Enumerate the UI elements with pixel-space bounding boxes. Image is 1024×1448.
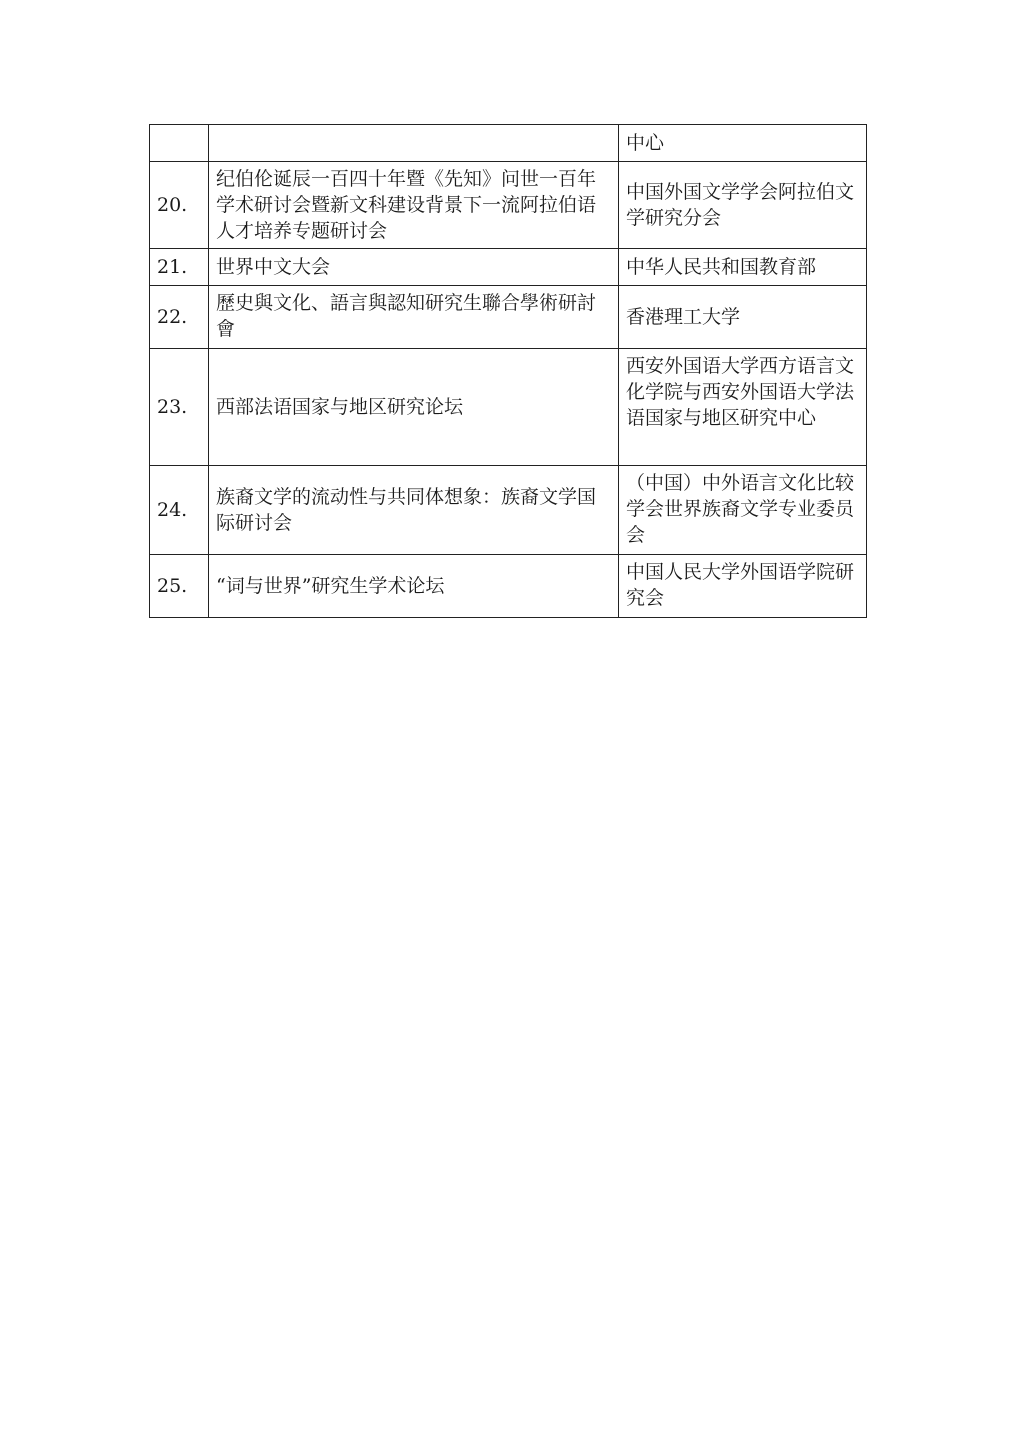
- row-number: 25.: [150, 555, 209, 618]
- conference-name: 世界中文大会: [209, 249, 619, 286]
- organizer: 中国外国文学学会阿拉伯文学研究分会: [619, 162, 867, 249]
- organizer: 中华人民共和国教育部: [619, 249, 867, 286]
- organizer: 中心: [619, 125, 867, 162]
- row-number: 22.: [150, 286, 209, 349]
- conference-name: [209, 125, 619, 162]
- conference-name: 西部法语国家与地区研究论坛: [209, 349, 619, 466]
- organizer: 香港理工大学: [619, 286, 867, 349]
- conference-table: [149, 124, 867, 618]
- conference-name: 歷史與文化、語言與認知研究生聯合學術研討會: [209, 286, 619, 349]
- table-row: [150, 349, 867, 466]
- row-number: 24.: [150, 466, 209, 555]
- conference-name: “词与世界”研究生学术论坛: [209, 555, 619, 618]
- table-row: [150, 162, 867, 249]
- table-row: [150, 125, 867, 162]
- organizer: （中国）中外语言文化比较学会世界族裔文学专业委员会: [619, 466, 867, 555]
- conference-name: 族裔文学的流动性与共同体想象：族裔文学国际研讨会: [209, 466, 619, 555]
- table-row: [150, 286, 867, 349]
- table-row: [150, 249, 867, 286]
- row-number: 20.: [150, 162, 209, 249]
- row-number: 23.: [150, 349, 209, 466]
- row-number: 21.: [150, 249, 209, 286]
- table-row: [150, 555, 867, 618]
- organizer: 中国人民大学外国语学院研究会: [619, 555, 867, 618]
- conference-name: 纪伯伦诞辰一百四十年暨《先知》问世一百年学术研讨会暨新文科建设背景下一流阿拉伯语人才培养专题研讨会: [209, 162, 619, 249]
- organizer: 西安外国语大学西方语言文化学院与西安外国语大学法语国家与地区研究中心: [619, 349, 867, 466]
- row-number: [150, 125, 209, 162]
- table-row: [150, 466, 867, 555]
